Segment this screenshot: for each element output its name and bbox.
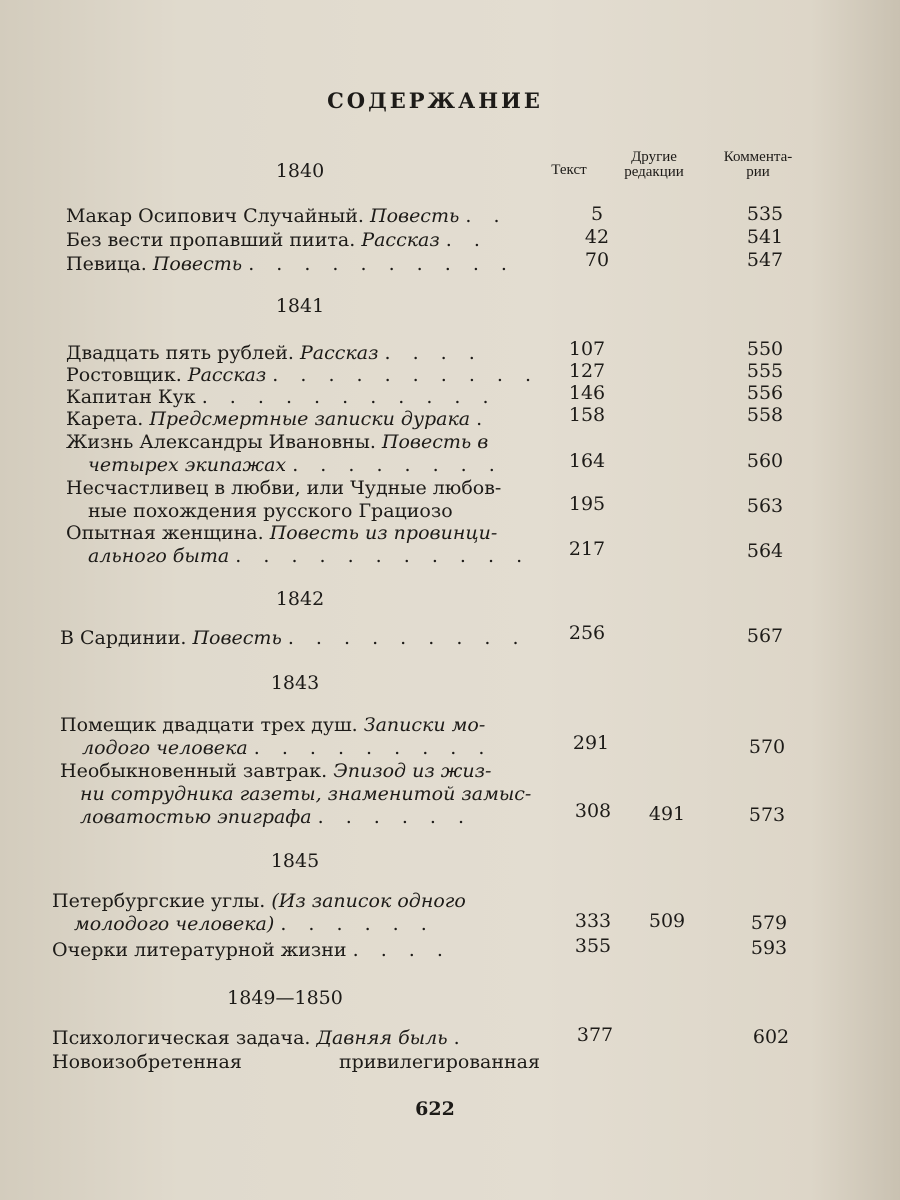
toc-entry-zavtrak: Необыкновенный завтрак. Эпизод из жиз- — [60, 760, 492, 782]
page-text-neschastlivets: 195 — [568, 493, 606, 515]
page-title: СОДЕРЖАНИЕ — [327, 88, 543, 113]
page-comment-kareta: 558 — [746, 404, 784, 426]
page-comment-zhizn-aleksandry: 560 — [746, 450, 784, 472]
page-comment-pevitsa: 547 — [746, 249, 784, 271]
toc-entry-zavtrak-line2: ни сотрудника газеты, знаменитой замыс- — [80, 783, 532, 805]
toc-entry-kapitan-kuk: Капитан Кук . . . . . . . . . . . — [66, 386, 497, 408]
page-text-opytnaya: 217 — [568, 538, 606, 560]
toc-entry-kareta: Карета. Предсмертные записки дурака . — [66, 408, 491, 430]
toc-entry-psikhologicheskaya: Психологическая задача. Давняя быль . — [52, 1027, 468, 1049]
toc-entry-neschastlivets-line2: ные похождения русского Грациозо — [88, 500, 453, 522]
year-heading-1841: 1841 — [275, 295, 325, 317]
toc-entry-neschastlivets: Несчастливец в любви, или Чудные любов- — [66, 477, 502, 499]
page-text-zhizn-aleksandry: 164 — [568, 450, 606, 472]
year-heading-1842: 1842 — [275, 588, 325, 610]
year-heading-1845: 1845 — [270, 850, 320, 872]
column-header-comments — [708, 150, 808, 180]
page-comment-neschastlivets: 563 — [746, 495, 784, 517]
toc-entry-pomeshchik: Помещик двадцати трех душ. Записки мо- — [60, 714, 486, 736]
column-header-other-line1: Другие — [631, 149, 677, 165]
toc-entry-novoizobretennaya: Новоизобретенная привилегированная — [52, 1051, 540, 1073]
page-comment-kapitan-kuk: 556 — [746, 382, 784, 404]
page-comment-bez-vesti: 541 — [746, 226, 784, 248]
page-text-makar: 5 — [590, 203, 604, 225]
toc-entry-v-sardinii: В Сардинии. Повесть . . . . . . . . . — [60, 627, 527, 649]
toc-entry-makar: Макар Осипович Случайный. Повесть . . — [66, 205, 508, 227]
page-text-pomeshchik: 291 — [572, 732, 610, 754]
toc-entry-opytnaya: Опытная женщина. Повесть из провинци- — [66, 522, 498, 544]
toc-entry-zhizn-aleksandry-line2: четырех экипажах . . . . . . . . — [88, 454, 503, 476]
column-header-comments-line1: Коммента- — [723, 149, 793, 165]
toc-entry-zhizn-aleksandry: Жизнь Александры Ивановны. Повесть в — [66, 431, 489, 453]
page-number: 622 — [415, 1098, 455, 1120]
year-heading-1843: 1843 — [270, 672, 320, 694]
page-comment-peterburgskie-ugly: 579 — [750, 912, 788, 934]
toc-entry-pomeshchik-line2: лодого человека . . . . . . . . . — [82, 737, 493, 759]
toc-entry-peterburgskie-ugly: Петербургские углы. (Из записок одного — [52, 890, 466, 912]
column-header-comments-line2: рии — [746, 164, 770, 180]
toc-entry-bez-vesti: Без вести пропавший пиита. Рассказ . . — [66, 229, 488, 251]
page-comment-ocherki: 593 — [750, 937, 788, 959]
page-text-psikhologicheskaya: 377 — [576, 1024, 614, 1046]
page-comment-pomeshchik: 570 — [748, 736, 786, 758]
toc-entry-rostovshchik: Ростовщик. Рассказ . . . . . . . . . . — [66, 364, 540, 386]
page-other-peterburgskie-ugly: 509 — [648, 910, 686, 932]
column-header-other-editions — [606, 150, 702, 180]
page-comment-rostovshchik: 555 — [746, 360, 784, 382]
page-comment-opytnaya: 564 — [746, 540, 784, 562]
page-text-zavtrak: 308 — [574, 800, 612, 822]
toc-entry-25-rubley: Двадцать пять рублей. Рассказ . . . . — [66, 342, 483, 364]
column-header-other-line2: редакции — [624, 164, 684, 180]
toc-entry-opytnaya-line2: ального быта . . . . . . . . . . . — [88, 545, 531, 567]
page-text-rostovshchik: 127 — [568, 360, 606, 382]
page-comment-v-sardinii: 567 — [746, 625, 784, 647]
page-other-zavtrak: 491 — [648, 803, 686, 825]
page-comment-25-rubley: 550 — [746, 338, 784, 360]
page-comment-zavtrak: 573 — [748, 804, 786, 826]
page-text-pevitsa: 70 — [584, 249, 610, 271]
year-heading-1849-1850: 1849—1850 — [227, 987, 343, 1009]
column-header-text: Текст — [551, 162, 587, 178]
page-text-25-rubley: 107 — [568, 338, 606, 360]
page-text-kapitan-kuk: 146 — [568, 382, 606, 404]
toc-entry-ocherki: Очерки литературной жизни . . . . — [52, 939, 451, 961]
toc-entry-pevitsa: Певица. Повесть . . . . . . . . . . — [66, 253, 515, 275]
page-text-ocherki: 355 — [574, 935, 612, 957]
toc-entry-zavtrak-line3: ловатостью эпиграфа . . . . . . — [80, 806, 473, 828]
page-text-v-sardinii: 256 — [568, 622, 606, 644]
toc-entry-peterburgskie-ugly-line2: молодого человека) . . . . . . — [74, 913, 435, 935]
page-comment-psikhologicheskaya: 602 — [752, 1026, 790, 1048]
page-text-peterburgskie-ugly: 333 — [574, 910, 612, 932]
page-text-kareta: 158 — [568, 404, 606, 426]
page-comment-makar: 535 — [746, 203, 784, 225]
page-text-bez-vesti: 42 — [584, 226, 610, 248]
year-heading-1840: 1840 — [275, 160, 325, 182]
